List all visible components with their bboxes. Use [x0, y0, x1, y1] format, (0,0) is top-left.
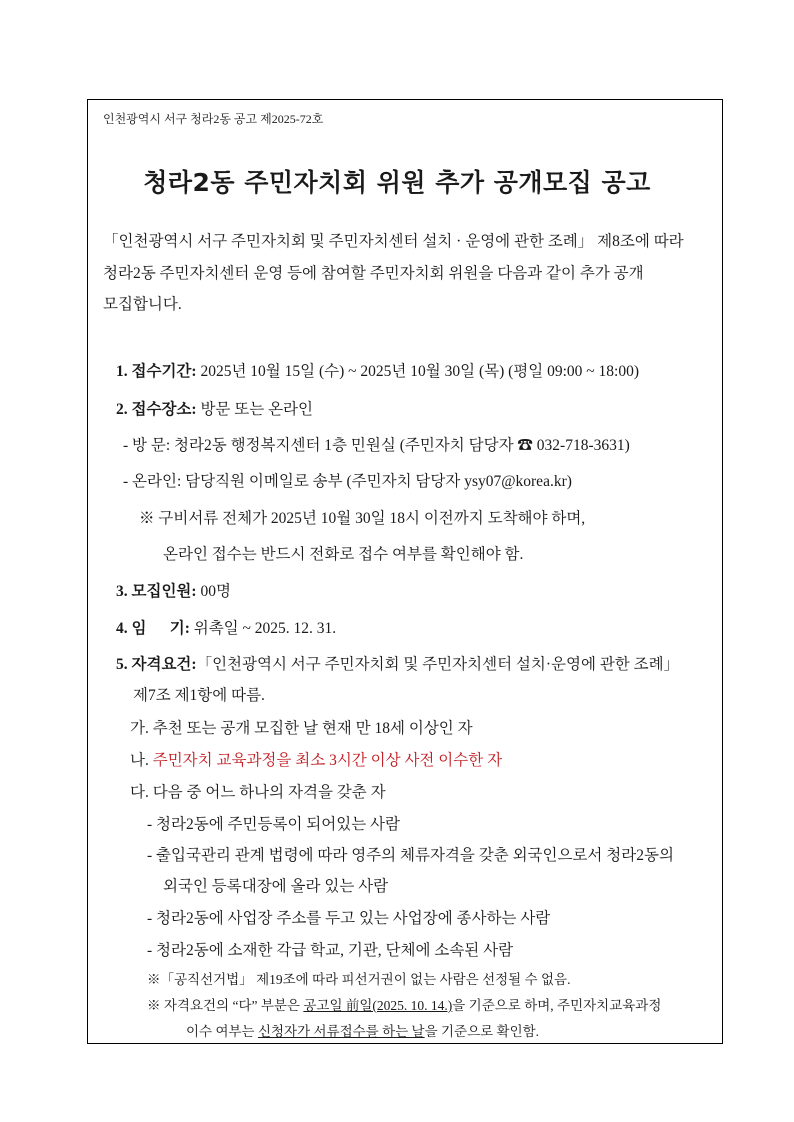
place-visit: - 방 문: 청라2동 행정복지센터 1층 민원실 (주민자치 담당자 ☎ 032-718-3631)	[123, 437, 630, 454]
qual-text-2: 제7조 제1항에 따름.	[133, 687, 265, 704]
page-title: 청라2동 주민자치회 위원 추가 공개모집 공고	[143, 168, 651, 197]
qual-note-2-a: ※ 자격요건의 “다” 부분은	[147, 998, 304, 1013]
qual-note-3-underline: 신청자가 서류접수를 하는 날	[257, 1024, 425, 1039]
place-online: - 온라인: 담당직원 이메일로 송부 (주민자치 담당자 ysy07@korea.kr)	[123, 473, 572, 490]
intro-line-1: 「인천광역시 서구 주민자치회 및 주민자치센터 설치 · 운영에 관한 조례」 제8조에 따라	[103, 233, 684, 250]
qual-item-c2: - 출입국관리 관계 법령에 따라 영주의 체류자격을 갖춘 외국인으로서 청라2동의	[147, 847, 674, 864]
section-qual-head: 5. 자격요건:	[116, 656, 197, 673]
qual-note-2	[147, 994, 661, 1014]
section-place-head: 2. 접수장소:	[116, 401, 197, 418]
notice-number: 인천광역시 서구 청라2동 공고 제2025-72호	[103, 112, 324, 126]
qual-item-c: 다. 다음 중 어느 하나의 자격을 갖춘 자	[130, 784, 386, 801]
place-note-2: 온라인 접수는 반드시 전화로 접수 여부를 확인해야 함.	[163, 546, 524, 563]
qual-item-a: 가. 추천 또는 공개 모집한 날 현재 만 18세 이상인 자	[130, 720, 473, 737]
qual-note-2-b: 을 기준으로 하며, 주민자치교육과정	[452, 998, 662, 1013]
qual-item-c4: - 청라2동에 소재한 각급 학교, 기관, 단체에 소속된 사람	[147, 942, 514, 959]
qual-note-2-underline: 공고일 前일(2025. 10. 14.)	[303, 998, 453, 1013]
qual-item-c2b: 외국인 등록대장에 올라 있는 사람	[163, 878, 389, 895]
section-place	[116, 397, 313, 419]
section-qual	[116, 652, 679, 674]
section-qual-text: 「인천광역시 서구 주민자치회 및 주민자치센터 설치·운영에 관한 조례」	[196, 656, 680, 673]
qual-item-b	[130, 748, 502, 770]
section-recruit-head: 3. 모집인원:	[116, 583, 197, 600]
qual-note-1: ※「공직선거법」 제19조에 따라 피선거권이 없는 사람은 선정될 수 없음.	[147, 972, 571, 987]
qual-item-c3: - 청라2동에 사업장 주소를 두고 있는 사업장에 종사하는 사람	[147, 910, 551, 927]
intro-line-3: 모집합니다.	[103, 296, 182, 313]
section-term-head: 4. 임 기:	[116, 620, 190, 637]
section-term	[116, 616, 336, 638]
qual-note-3	[186, 1020, 539, 1040]
section-term-text: 위촉일 ~ 2025. 12. 31.	[189, 620, 337, 637]
qual-note-3-b: 을 기준으로 확인함.	[424, 1024, 540, 1039]
qual-item-b-label: 나.	[130, 752, 153, 769]
section-period-text: 2025년 10월 15일 (수) ~ 2025년 10월 30일 (목) (평일 09:00 ~ 18:00)	[196, 363, 640, 380]
qual-item-c1: - 청라2동에 주민등록이 되어있는 사람	[147, 816, 401, 833]
section-period	[116, 359, 639, 381]
section-recruit	[116, 579, 231, 601]
section-period-head: 1. 접수기간:	[116, 363, 197, 380]
qual-note-3-a: 이수 여부는	[186, 1024, 258, 1039]
place-note-1: ※ 구비서류 전체가 2025년 10월 30일 18시 이전까지 도착해야 하며,	[139, 510, 586, 527]
intro-line-2: 청라2동 주민자치센터 운영 등에 참여할 주민자치회 위원을 다음과 같이 추가 공개	[103, 265, 644, 282]
section-place-text: 방문 또는 온라인	[196, 401, 313, 418]
qual-item-b-text: 주민자치 교육과정을 최소 3시간 이상 사전 이수한 자	[152, 752, 503, 769]
section-recruit-text: 00명	[196, 583, 231, 600]
